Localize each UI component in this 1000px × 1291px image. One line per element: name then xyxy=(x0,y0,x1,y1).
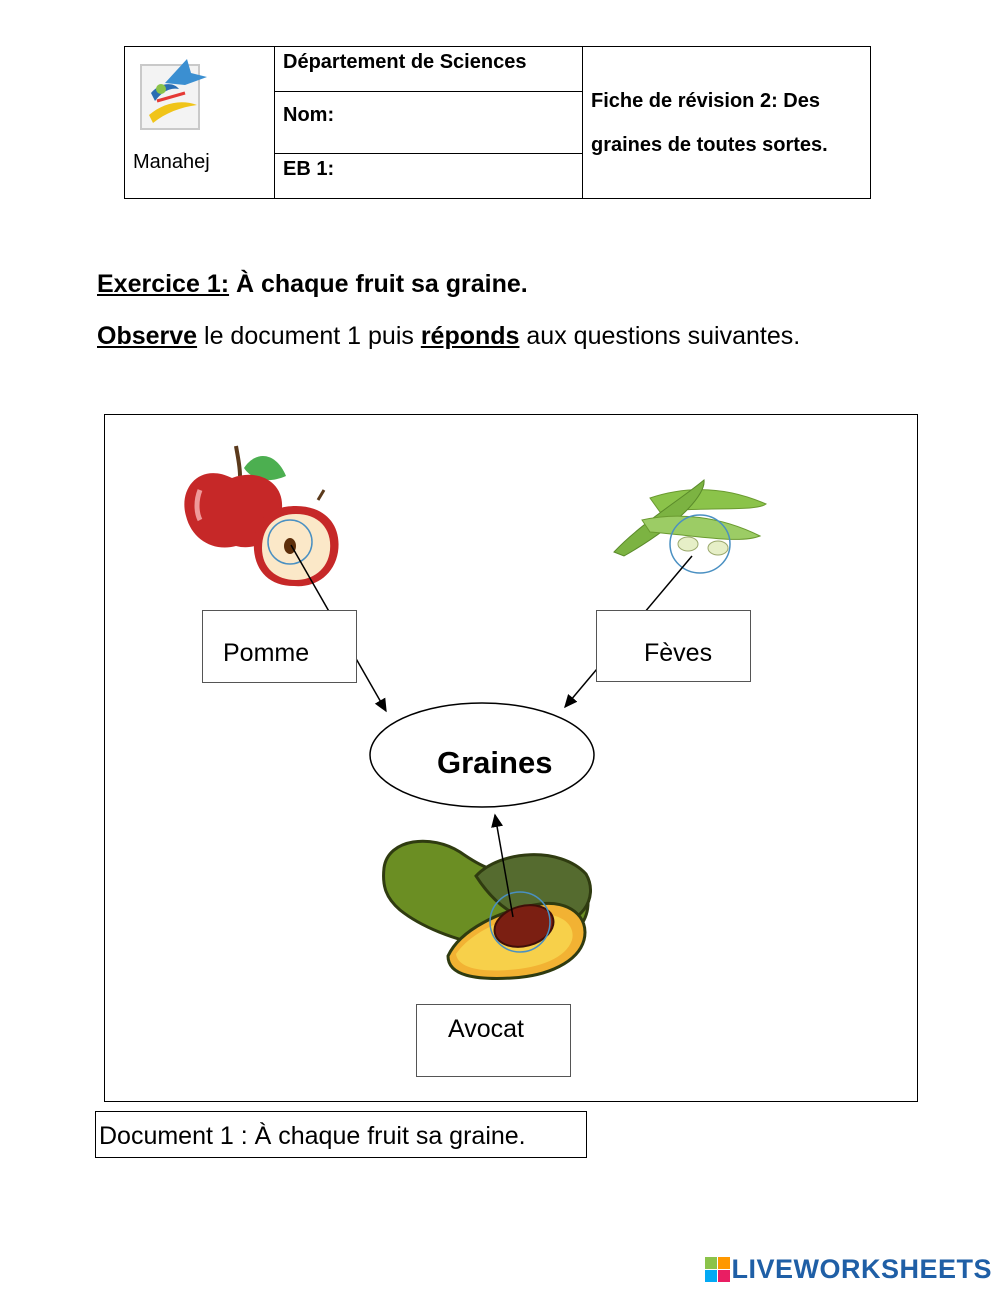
document-caption: Document 1 : À chaque fruit sa graine. xyxy=(95,1111,587,1158)
name-field: Nom: xyxy=(275,92,582,154)
instr-mid: le document 1 puis xyxy=(204,322,414,350)
department-label: Département de Sciences xyxy=(275,47,582,92)
apple-icon xyxy=(184,446,338,586)
label-avocat: Avocat xyxy=(416,1004,571,1077)
instr-verb-observe: Observe xyxy=(97,322,198,350)
logo-label: Manahej xyxy=(133,151,210,173)
graines-label: Graines xyxy=(437,745,553,780)
sheet-title-line2: graines de toutes sortes. xyxy=(591,134,828,156)
class-field: EB 1: xyxy=(283,158,335,180)
avocado-icon xyxy=(384,841,591,978)
footer-brand xyxy=(705,1254,992,1285)
label-feves: Fèves xyxy=(596,610,751,682)
label-pomme: Pomme xyxy=(202,610,357,683)
exercise-number: Exercice 1: xyxy=(97,270,230,298)
exercise-heading: À chaque fruit sa graine. xyxy=(236,270,528,298)
liveworksheets-logo-icon xyxy=(705,1257,731,1283)
sheet-title-line1: Fiche de révision 2: Des xyxy=(591,90,820,112)
footer-brand-text: LIVEWORKSHEETS xyxy=(731,1254,992,1284)
instr-verb-reponds: réponds xyxy=(420,322,520,350)
instr-end: aux questions suivantes. xyxy=(526,322,801,350)
